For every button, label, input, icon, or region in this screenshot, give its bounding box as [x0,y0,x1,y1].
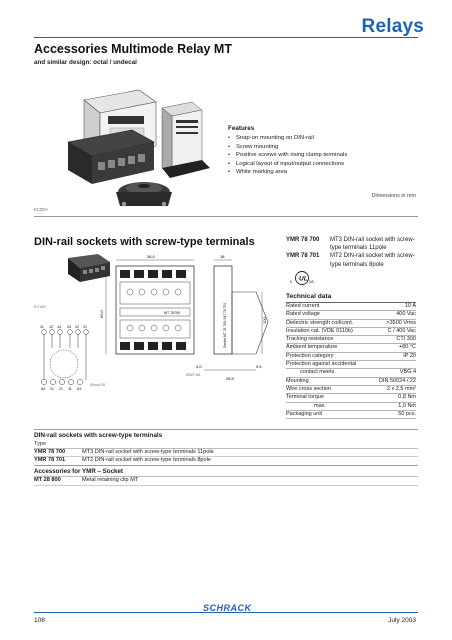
table-row [286,402,416,410]
table-row [34,457,211,463]
spec-value: 1,0 Nm [371,402,416,410]
header-rule [34,37,418,38]
depth-dimension: 18 [220,254,225,259]
socket-marker-label: MT 78700 [164,311,181,315]
spec-value [371,361,416,369]
table-row [286,311,416,319]
features-list [228,134,347,177]
pin-label: A1 [77,387,82,391]
table-row [286,385,416,393]
table-row [34,477,138,483]
spec-label: Wire cross section [286,385,371,393]
spec-value: 50 pcs. [371,410,416,418]
spec-value: IP 20 [371,352,416,360]
table-row [286,361,416,369]
page-number: 108 [34,617,45,624]
table-row [286,394,416,402]
drawing-ref-right: EB2T-6A [186,373,201,377]
drawing-ref-mid: Shock 00 [90,383,105,387]
order-code: YMR 78 700 [34,449,66,455]
table-row [286,410,416,418]
publication-date: July 2003 [388,617,416,624]
table-row [286,369,416,377]
socket-technical-drawing [34,252,276,402]
relay-product-photo [44,80,224,220]
table-row [286,377,416,385]
pin-label: 22 [75,325,79,329]
feature-item: • Positive screws with rising clamp terminals [228,151,347,160]
bottom-dimension: 28,9 [226,376,234,381]
model-list [286,236,420,269]
pin-label: 21 [83,325,87,329]
model-code: YMR 78 700 [286,237,320,243]
order-desc: Metal retaining clip MT [82,477,139,483]
bottom-table-title: DIN-rail sockets with screw-type terminals [34,432,163,439]
spec-label: Tracking resistance [286,336,371,344]
spec-value: 2 x 2,5 mm² [371,385,416,393]
bottom-table-top-rule [34,429,418,430]
table-row [286,336,416,344]
spec-label: Rated current [286,303,371,311]
spec-value: C / 400 Vac [371,327,416,335]
table-row [286,303,416,311]
spec-label: Ambient temperature [286,344,371,352]
spec-label: Mounting [286,377,371,385]
spec-label: Protection category [286,352,371,360]
bottom-table-type-header: Type [34,441,47,447]
pin-label: 21 [59,387,63,391]
model-desc: MT2 DIN-rail socket with screw-type terminals 8pole [330,253,415,268]
bottom-table-rule [34,485,418,486]
bottom-table-rule [34,465,418,466]
model-desc: MT3 DIN-rail socket with screw-type terminals 11pole [330,237,415,252]
spec-label: Protection against accidental [286,361,371,369]
pin-label: 31 [50,387,54,391]
feature-item: • Logical layout of input/output connections [228,160,347,169]
spec-value: 400 Vac [371,311,416,319]
pin-label: 14 [57,325,61,329]
model-item [286,252,420,268]
brand-title: Relays [361,16,424,37]
spec-label: Dielectric strength coil/cont. [286,319,371,327]
spec-value: DIN 50024 / 22 [371,377,416,385]
model-item [286,236,420,252]
feature-item: • Screw mounting [228,143,347,152]
svg-text:c: c [290,279,293,284]
spec-value: >3500 Vrms [371,319,416,327]
drawing-ref-left: KY10H [34,305,47,309]
spec-value: 10 A [371,303,416,311]
spec-value: VBG 4 [371,369,416,377]
feature-item: • Snap-on mounting on DIN-rail [228,134,347,143]
svg-text:UL: UL [299,275,308,283]
pin-label: 11 [40,325,44,329]
pin-label: 24 [67,325,71,329]
model-code: YMR 78 701 [286,253,320,260]
spec-value: CTI 300 [371,336,416,344]
section-title: Accessories Multimode Relay MT [34,42,232,56]
footer-logo: SCHRACK [203,603,252,613]
table-row [286,352,416,360]
spec-label: Insulation cat. (VDE 0110b) [286,327,371,335]
order-code: MT 28 800 [34,477,61,483]
table-row [286,319,416,327]
left-small-dimension: 4,0 [196,364,202,369]
accessories-title: Accessories for YMR – Socket [34,468,123,475]
width-dimension: 36,0 [147,254,155,259]
din-sockets-title: DIN-rail sockets with screw-type terminals [34,236,255,248]
section-divider [34,216,418,217]
section-subtitle: and similar design: octal / undecal [34,59,137,66]
spec-value: 0,8 Nm [371,394,416,402]
ul-certification-logo [288,270,318,286]
feature-item: • White marking area [228,168,347,177]
table-row [286,327,416,335]
pin-label: 12 [49,325,53,329]
spec-label: Packaging unit [286,410,371,418]
pin-label: A2 [41,387,46,391]
svg-text:us: us [309,279,314,284]
spec-label: Rated voltage [286,311,371,319]
dimensions-note: Dimensions in mm [371,193,416,199]
height-dimension: 60,0 [99,310,104,318]
table-row [286,344,416,352]
features-title: Features [228,125,255,132]
technical-data-title: Technical data [286,293,332,300]
technical-data-table [286,302,416,419]
right-height-dimension: 100 [262,317,267,324]
order-code: YMR 78 701 [34,457,66,463]
photo-ref-code: KC02H [34,207,48,212]
order-desc: MT2 DIN-rail socket with screw-type terminals 8pole [82,457,212,463]
table-row [34,449,214,455]
spec-value: +80 °C [371,344,416,352]
spec-label: max. [286,402,371,410]
spec-label: Terminal torque [286,394,371,402]
pin-label: 11 [68,387,72,391]
right-small-dimension: 9,5 [256,364,262,369]
side-view-label: Socket MT 78 700 / MT 78 701 [223,302,227,348]
order-desc: MT3 DIN-rail socket with screw-type terminals 11pole [82,449,214,455]
spec-label: contact meets [286,369,371,377]
